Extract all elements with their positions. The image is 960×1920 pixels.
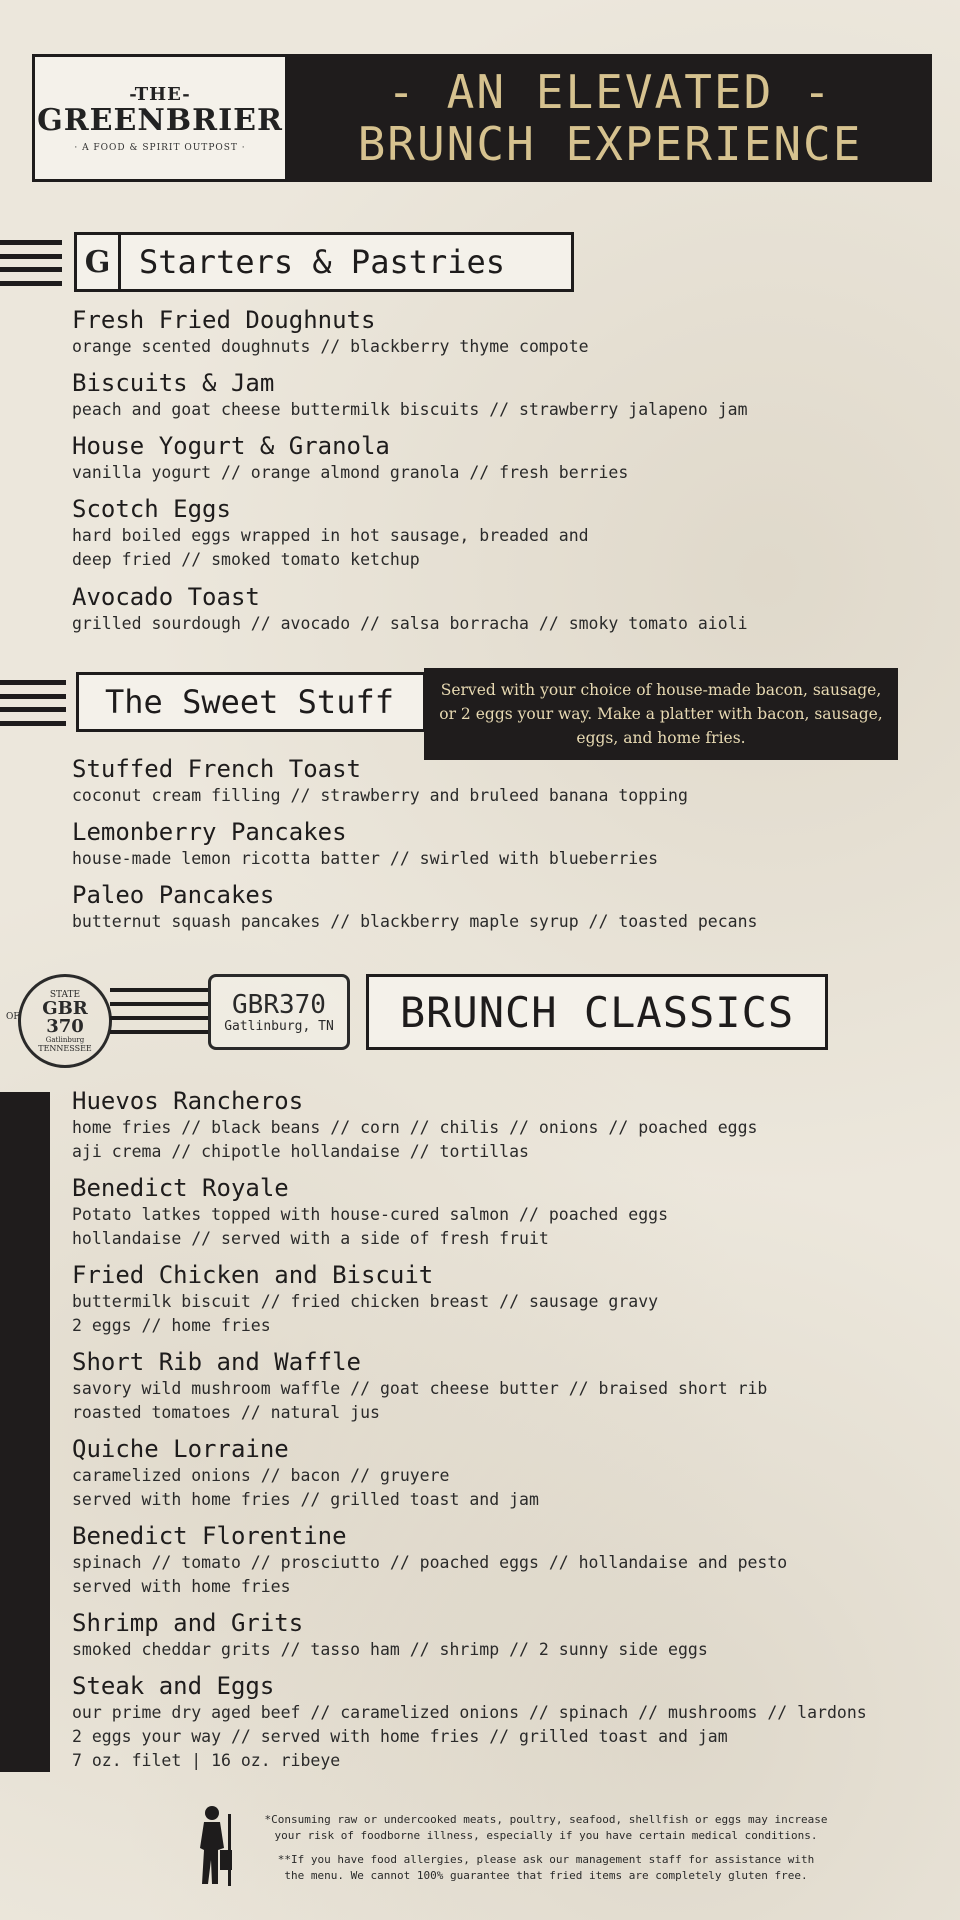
section-mark: G	[77, 235, 121, 289]
header-banner	[288, 54, 932, 182]
sweet-title: The Sweet Stuff	[105, 683, 394, 721]
sweet-item	[72, 880, 757, 934]
starters-title: Starters & Pastries	[139, 243, 506, 281]
item-desc: served with home fries // grilled toast and jam	[72, 1490, 539, 1509]
classics-header: BRUNCH CLASSICS	[366, 974, 828, 1050]
logo-name: GREENBRIER	[37, 102, 283, 138]
starters-item	[72, 431, 628, 485]
starters-item	[72, 494, 589, 572]
item-name: Shrimp and Grits	[72, 1609, 304, 1637]
item-name: Biscuits & Jam	[72, 369, 275, 397]
header-line-1: - AN ELEVATED -	[387, 65, 833, 119]
logo-the: -THE-	[129, 83, 191, 105]
item-desc: deep fried // smoked tomato ketchup	[72, 550, 420, 569]
item-name: Scotch Eggs	[72, 495, 231, 523]
classics-item	[72, 1260, 658, 1338]
item-desc: served with home fries	[72, 1577, 291, 1596]
sweet-stripes	[0, 680, 66, 726]
stamp-lines	[110, 988, 210, 1034]
item-desc: our prime dry aged beef // caramelized onions // spinach // mushrooms // lardons	[72, 1703, 867, 1722]
item-desc: peach and goat cheese buttermilk biscuits // strawberry jalapeno jam	[72, 400, 748, 419]
item-desc: grilled sourdough // avocado // salsa borracha // smoky tomato aioli	[72, 614, 748, 633]
item-desc: 7 oz. filet | 16 oz. ribeye	[72, 1751, 341, 1770]
item-desc: orange scented doughnuts // blackberry thyme compote	[72, 337, 589, 356]
classics-item	[72, 1608, 708, 1662]
item-name: Fresh Fried Doughnuts	[72, 306, 376, 334]
classics-item	[72, 1521, 787, 1599]
postmark-stamp	[18, 974, 112, 1068]
classics-item	[72, 1671, 867, 1773]
item-desc: 2 eggs // home fries	[72, 1316, 271, 1335]
item-name: House Yogurt & Granola	[72, 432, 390, 460]
item-desc: aji crema // chipotle hollandaise // tortillas	[72, 1142, 529, 1161]
stamp-ring-left: OF	[6, 1012, 20, 1022]
sweet-header	[76, 672, 426, 732]
item-desc: Potato latkes topped with house-cured salmon // poached eggs	[72, 1205, 669, 1224]
classics-item	[72, 1434, 539, 1512]
item-name: Avocado Toast	[72, 583, 260, 611]
sweet-note: Served with your choice of house-made bacon, sausage, or 2 eggs your way. Make a platter with bacon, sausage, eggs, and home fries.	[424, 668, 898, 760]
item-desc: butternut squash pancakes // blackberry maple syrup // toasted pecans	[72, 912, 758, 931]
item-name: Fried Chicken and Biscuit	[72, 1261, 434, 1289]
item-desc: spinach // tomato // prosciutto // poached eggs // hollandaise and pesto	[72, 1553, 788, 1572]
stamp-number: 370	[46, 1015, 84, 1037]
item-desc: hard boiled eggs wrapped in hot sausage, breaded and	[72, 526, 589, 545]
stamp-code: GBR	[42, 997, 88, 1019]
sweet-item	[72, 754, 688, 808]
starters-item	[72, 368, 748, 422]
label-city: Gatlinburg, TN	[224, 1018, 334, 1034]
classics-item	[72, 1347, 767, 1425]
item-desc: house-made lemon ricotta batter // swirled with blueberries	[72, 849, 659, 868]
sweet-item	[72, 817, 658, 871]
item-desc: smoked cheddar grits // tasso ham // shrimp // 2 sunny side eggs	[72, 1640, 708, 1659]
item-desc: hollandaise // served with a side of fresh fruit	[72, 1229, 549, 1248]
item-desc: coconut cream filling // strawberry and bruleed banana topping	[72, 786, 688, 805]
item-name: Benedict Florentine	[72, 1522, 347, 1550]
stamp-ring-top: STATE	[49, 989, 81, 1000]
item-name: Short Rib and Waffle	[72, 1348, 361, 1376]
item-name: Paleo Pancakes	[72, 881, 275, 909]
label-code: GBR370	[232, 989, 326, 1020]
item-desc: 2 eggs your way // served with home fries // grilled toast and jam	[72, 1727, 728, 1746]
item-name: Lemonberry Pancakes	[72, 818, 347, 846]
starters-stripes	[0, 240, 62, 286]
item-desc: vanilla yogurt // orange almond granola // fresh berries	[72, 463, 629, 482]
postal-label	[208, 974, 350, 1050]
starters-item	[72, 582, 748, 636]
item-desc: home fries // black beans // corn // chilis // onions // poached eggs	[72, 1118, 758, 1137]
logo-tagline: · A FOOD & SPIRIT OUTPOST ·	[74, 142, 246, 153]
stamp-ring-bottom: TENNESSEE	[38, 1043, 92, 1053]
left-accent-bar	[0, 1092, 50, 1772]
footer-line: the menu. We cannot 100% guarantee that fried items are completely gluten free.	[284, 1869, 808, 1882]
classics-item	[72, 1086, 757, 1164]
item-name: Quiche Lorraine	[72, 1435, 289, 1463]
footer-line: your risk of foodborne illness, especially if you have certain medical conditions.	[274, 1829, 818, 1842]
logo	[32, 54, 288, 182]
item-desc: savory wild mushroom waffle // goat cheese butter // braised short rib	[72, 1379, 768, 1398]
starters-header	[74, 232, 574, 292]
footer-line: **If you have food allergies, please ask our management staff for assistance with	[277, 1853, 815, 1866]
footer-disclaimer	[246, 1812, 846, 1884]
item-name: Steak and Eggs	[72, 1672, 275, 1700]
header-line-2: BRUNCH EXPERIENCE	[357, 117, 863, 171]
classics-item	[72, 1173, 668, 1251]
item-name: Stuffed French Toast	[72, 755, 361, 783]
item-name: Huevos Rancheros	[72, 1087, 304, 1115]
starters-item	[72, 305, 589, 359]
item-desc: buttermilk biscuit // fried chicken breast // sausage gravy	[72, 1292, 659, 1311]
item-name: Benedict Royale	[72, 1174, 289, 1202]
stamp-city: Gatlinburg	[45, 1035, 85, 1044]
item-desc: caramelized onions // bacon // gruyere	[72, 1466, 450, 1485]
hiker-silhouette-icon	[190, 1804, 238, 1886]
item-desc: roasted tomatoes // natural jus	[72, 1403, 380, 1422]
footer-line: *Consuming raw or undercooked meats, poultry, seafood, shellfish or eggs may increase	[264, 1813, 828, 1826]
